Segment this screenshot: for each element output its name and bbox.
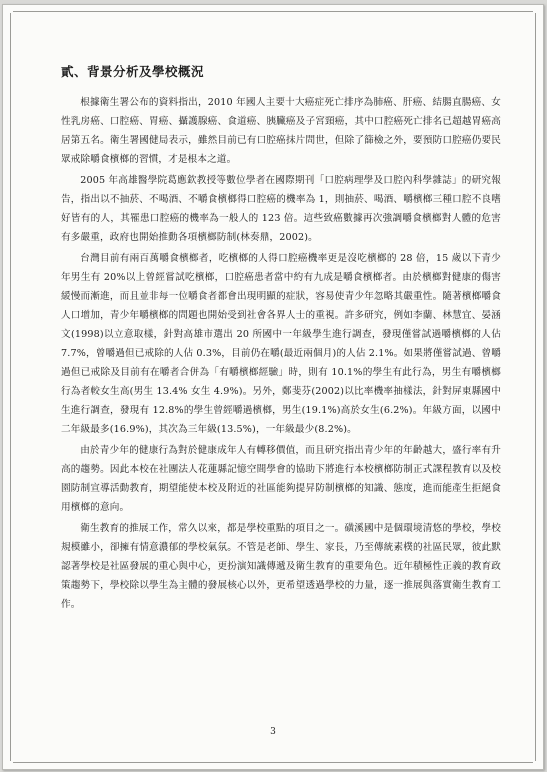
paragraph-health-education: 衛生教育的推展工作，常久以來，都是學校重點的項目之一。磺溪國中是個環境清悠的學校，學校規模雖小，卻擁有情意濃郁的學校氣氛。不管是老師、學生、家長，乃至傳統素樸的社區民眾，彼此默認著學校是社區發展的重心與中心，更扮演知識傳遞及衛生教育的重要角色。近年積極性正義的教育政策趨勢下，學校除以學生為主體的發展核心以外，更希望透過學校的力量，逐一推展與落實衛生教育工作。: [61, 523, 501, 610]
paragraph-school-program: 由於青少年的健康行為對於健康成年人有轉移價值，而且研究指出青少年的年齡越大，盛行率有升高的趨勢。因此本校在社團法人花蓮縣記憶空間學會的協助下將進行本校檳榔防制正式課程教育以及校園防制宣導活動教育，期望能使本校及附近的社區能夠提昇防制檳榔的知識、態度，進而能產生拒絕食用檳榔的意向。: [61, 445, 501, 513]
page-number: 3: [270, 727, 276, 737]
scan-border-right: [535, 13, 536, 761]
paragraph-youth-betel: 台灣目前有兩百萬嚼食檳榔者，吃檳榔的人得口腔癌機率更是沒吃檳榔的 28 倍，15 歲以下青少年男生有 20%以上曾經嘗試吃檳榔，口腔癌患者當中約有九成是嚼食檳榔者。由於檳榔對健康的傷害緩慢而漸進，而且並非每一位嚼食者都會出現明顯的症狀，容易使青少年忽略其嚴重性。隨著檳榔嚼食人口增加，青少年嚼檳榔的問題也開始受到社會各界人士的重視。許多研究，例如李蘭、林慧宜、晏涵文(1998)以立意取樣，針對高雄市選出 20 所國中一年級學生進行調查，發現僅嘗試過嚼檳榔的人佔 7.7%，曾嚼過但已戒除的人佔 0.3%，目前仍在嚼(最近兩個月)的人佔 2.1%。如果將僅嘗試過、曾嚼過但已戒除及目前有在嚼者合併為「有嚼檳榔經驗」時，則有 10.1%的學生有此行為，男生有嚼檳榔行為者較女生高(男生 13.4% 女生 4.9%)。另外，鄭斐芬(2002)以比率機率抽樣法，針對屏東縣國中生進行調查，發現有 12.8%的學生曾經嚼過檳榔，男生(19.1%)高於女生(6.2%)。年級方面，以國中二年級最多(16.9%)，其次為三年級(13.5%)，一年級最少(8.2%)。: [61, 253, 501, 435]
page-body: [61, 63, 501, 616]
scan-border-left: [10, 13, 11, 761]
scanned-page: [2, 4, 544, 770]
paragraph-research-report: 2005 年高雄醫學院葛應欽教授等數位學者在國際期刊「口腔病理學及口腔內科學雜誌」的研究報告，指出以不抽菸、不喝酒、不嚼食檳榔得口腔癌的機率為 1，則抽菸、喝酒、嚼檳榔三種口腔不良嗜好皆有的人，其罹患口腔癌的機率為一般人的 123 倍。這些致癌數據再次強調嚼食檳榔對人體的危害有多嚴重，政府也開始推動各項檳榔防制(林奏鼎，2002)。: [61, 175, 501, 243]
section-heading: 貳、背景分析及學校概況: [61, 64, 205, 79]
scan-border-bottom: [13, 762, 533, 763]
scan-border-top: [13, 11, 533, 12]
paragraph-cancer-stats: 根據衛生署公布的資料指出，2010 年國人主要十大癌症死亡排序為肺癌、肝癌、結腸直腸癌、女性乳房癌、口腔癌、胃癌、攝護腺癌、食道癌、胰臟癌及子宮頸癌，其中口腔癌死亡排名已超越胃癌高居第五名。衛生署國健局表示，雖然目前已有口腔癌抹片問世，但除了篩檢之外，要預防口腔癌仍要民眾戒除嚼食檳榔的習慣，才是根本之道。: [61, 97, 501, 165]
